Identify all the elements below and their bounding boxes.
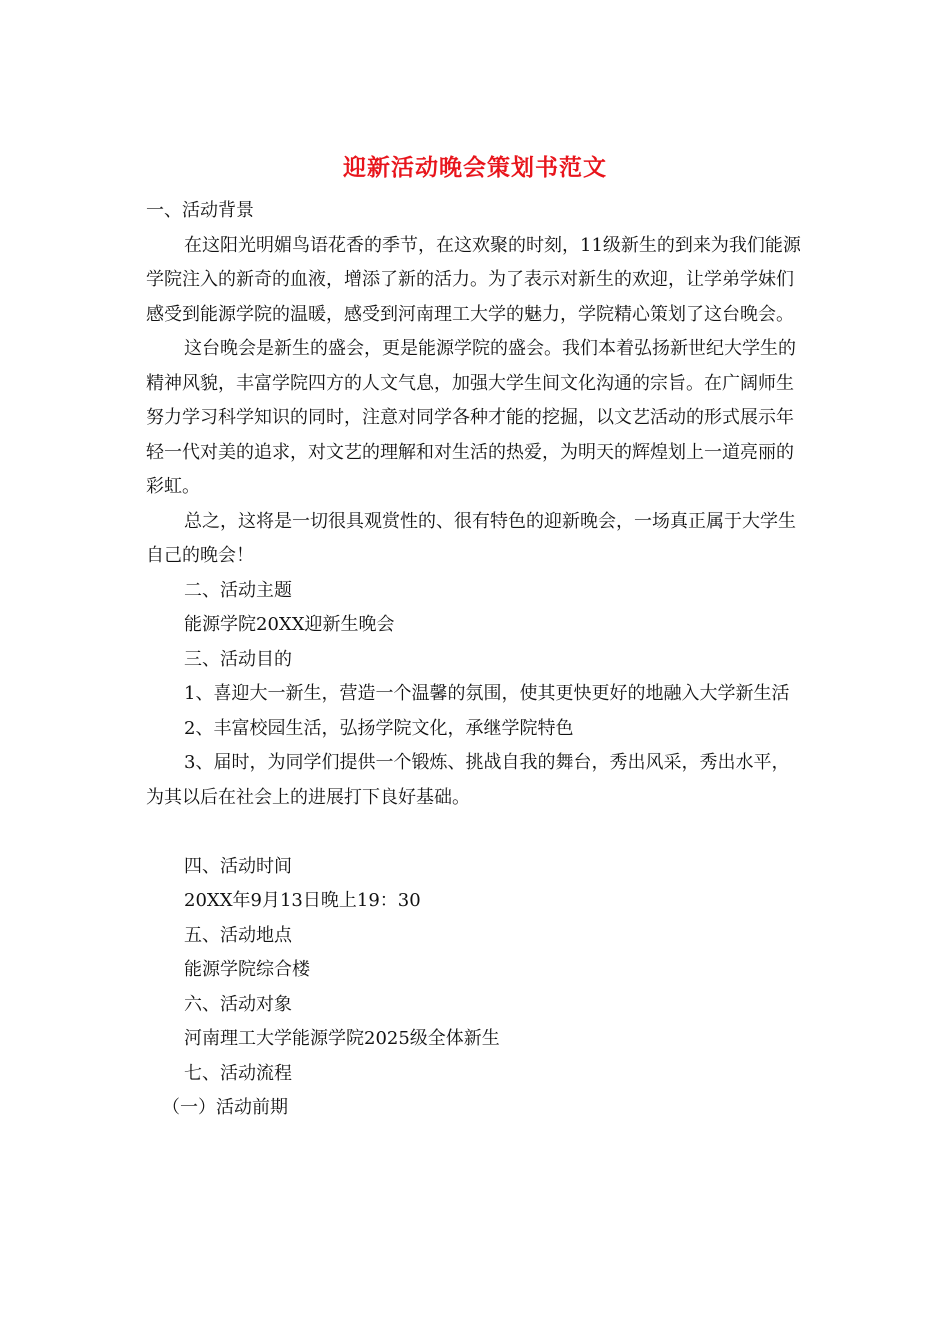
paragraph-audience: 河南理工大学能源学院2025级全体新生: [184, 1028, 500, 1049]
section-heading-location: 五、活动地点: [184, 924, 292, 946]
paragraph-background-2: 这台晚会是新生的盛会，更是能源学院的盛会。我们本着弘扬新世纪大学生的精神风貌，丰富学院四方的人文气息，加强大学生间文化沟通的宗旨。在广阔师生努力学习科学知识的同时，注意对同学各种才能的挖掘，以文艺活动的形式展示年轻一代对美的追求，对文艺的理解和对生活的热爱，为明天的辉煌划上一道亮丽的彩虹。: [146, 338, 796, 497]
paragraph-background-3: 总之，这将是一切很具观赏性的、很有特色的迎新晚会，一场真正属于大学生自己的晚会！: [146, 510, 796, 566]
section-heading-time: 四、活动时间: [184, 855, 292, 877]
document-body: [146, 194, 806, 1126]
section-heading-theme: 二、活动主题: [184, 579, 292, 601]
subsection-heading-early-stage: （一）活动前期: [162, 1097, 288, 1118]
blank-line: [146, 815, 806, 850]
paragraph-background-1: 在这阳光明媚鸟语花香的季节，在这欢聚的时刻，11级新生的到来为我们能源学院注入的新奇的血液，增添了新的活力。为了表示对新生的欢迎，让学弟学妹们感受到能源学院的温暖，感受到河南理工大学的魅力，学院精心策划了这台晚会。: [146, 234, 801, 325]
paragraph-time: 20XX年9月13日晚上19：30: [184, 890, 421, 911]
paragraph-location: 能源学院综合楼: [184, 959, 310, 980]
section-heading-audience: 六、活动对象: [184, 993, 292, 1015]
list-item-purpose-1: 1、喜迎大一新生，营造一个温馨的氛围，使其更快更好的地融入大学新生活: [184, 683, 790, 704]
paragraph-theme: 能源学院20XX迎新生晚会: [184, 614, 395, 635]
list-item-purpose-3: 3、届时，为同学们提供一个锻炼、挑战自我的舞台，秀出风采，秀出水平，为其以后在社会上的进展打下良好基础。: [146, 752, 790, 808]
section-heading-background: 一、活动背景: [146, 200, 254, 221]
document-title: 迎新活动晚会策划书范文: [343, 154, 607, 181]
section-heading-purpose: 三、活动目的: [184, 648, 292, 670]
section-heading-process: 七、活动流程: [184, 1062, 292, 1084]
list-item-purpose-2: 2、丰富校园生活，弘扬学院文化，承继学院特色: [184, 717, 574, 739]
